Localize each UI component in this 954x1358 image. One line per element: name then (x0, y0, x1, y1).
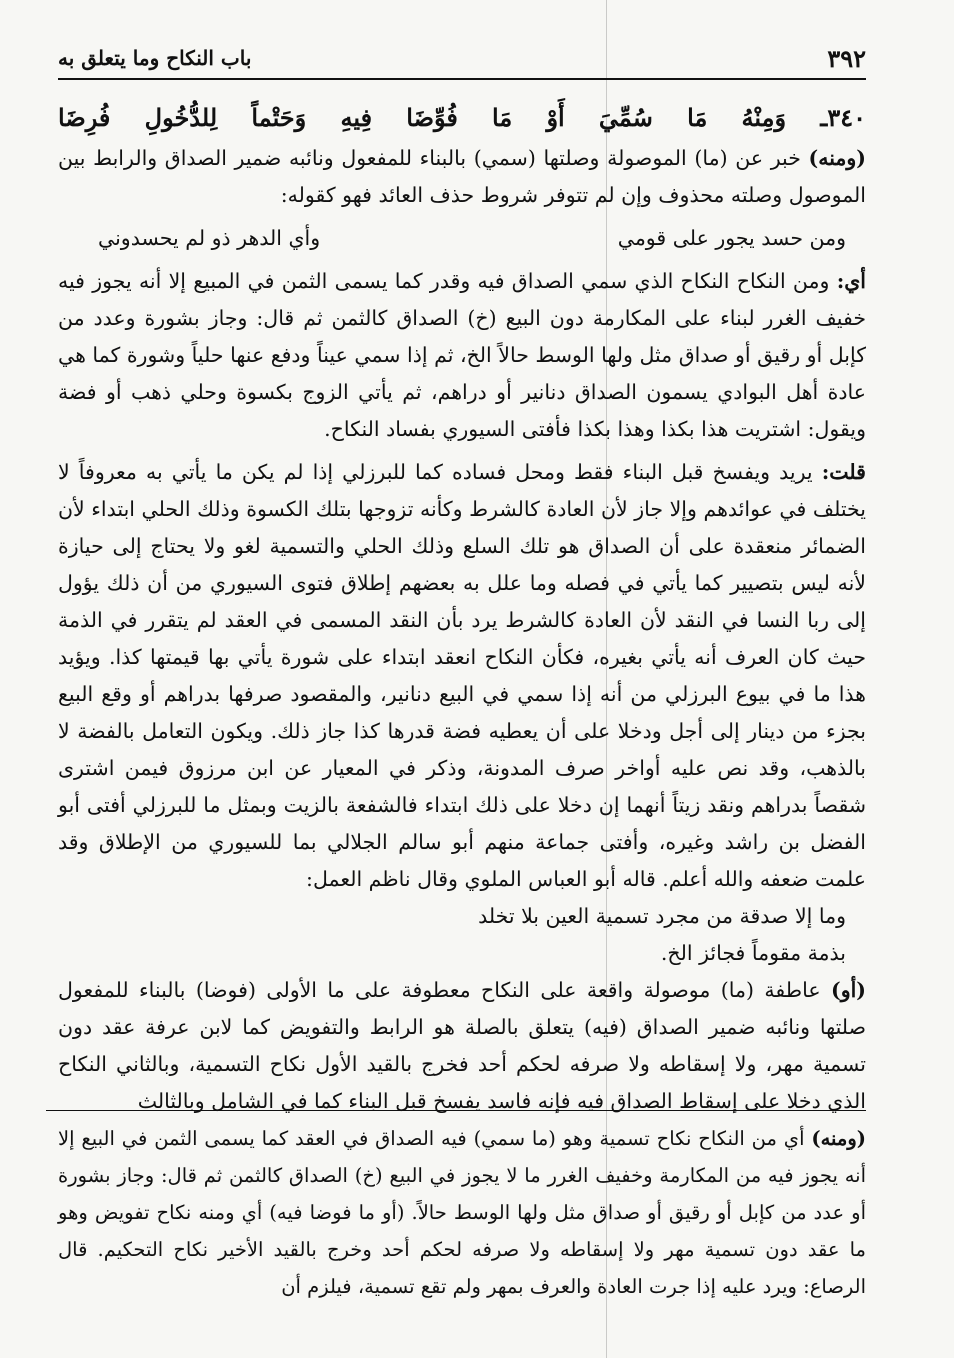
footnote-text: أي من النكاح نكاح تسمية وهو (ما سمي) فيه الصداق في العقد كما يسمى الثمن في البيع إلا أنه يجوز فيه من المكارمة وخفيف الغرر ما لا يجوز في البيع (خ) الصداق كالثمن ثم قال: وجاز بشورة أو عدد من كإبل أو رقيق أو صداق مثل ولها الوسط حالاً. (أو ما فوضا فيه) أي ومنه نكاح تفويض وهو ما عقد دون تسمية مهر ولا إسقاطه ولا صرفه لحكم أحد وخرج بالقيد الأخير نكاح التحكيم. قال الرصاع: ويرد عليه إذا جرت العادة والعرف بمهر ولم تقع تسمية، فيلزم أن (58, 1127, 866, 1298)
paragraph-lead: أي: (836, 269, 866, 293)
commentary-paragraph (58, 140, 866, 214)
chapter-title: باب النكاح وما يتعلق به (58, 46, 252, 70)
poem-second-hemistich: وأي الدهر ذو لم يحسدوني (98, 226, 321, 250)
paragraph-lead: قلت: (821, 460, 866, 484)
poem-verse (58, 220, 866, 257)
poem-continuation: بذمة مقوماً فجائز الخ. (660, 941, 846, 965)
main-text (58, 96, 866, 1120)
poem-first-hemistich: ومن حسد يجور على قومي (617, 226, 846, 250)
page-header (58, 38, 866, 80)
commentary-paragraph (58, 972, 866, 1120)
poem-verse-2: وما إلا صدقة من مجرد تسمية العين بلا تخلد (478, 904, 846, 928)
verse-line: ٣٤٠ـ وَمِنْهُ مَا سُمِّيَ أَوْ مَا فُوِّضَا فِيهِ وَحَتْماً لِلدُّخُولِ فُرِضَا (58, 103, 866, 132)
paragraph-text: ومن النكاح النكاح الذي سمي الصداق فيه وقدر كما يسمى الثمن في المبيع إلا أنه يجوز فيه خفيف الغرر لبناء على المكارمة دون البيع (خ) الصداق كالثمن ثم قال: وجاز بشورة وعدد من كإبل أو رقيق أو صداق مثل ولها الوسط حالاً الخ، ثم إذا سمي عيناً ودفع عنها حلياً وشورة كما هي عادة أهل البوادي يسمون الصداق دنانير أو دراهم، ثم يأتي الزوج بكسوة وحلي ذهب أو فضة ويقول: اشتريت هذا بكذا وهذا بكذا فأفتى السيوري بفساد النكاح. (58, 269, 866, 441)
paragraph-lead: (ومنه) (808, 146, 866, 170)
footnote-divider (46, 1110, 866, 1111)
footnote-lead: (ومنه) (811, 1127, 866, 1150)
paragraph-text: عاطفة (ما) موصولة واقعة على النكاح معطوفة على ما الأولى (فوضا) بالبناء للمفعول صلتها ونائبه ضمير الصداق (فيه) يتعلق بالصلة هو الرابط والتفويض كما لابن عرفة عقد دون تسمية مهر، ولا إسقاطه ولا صرفه لحكم أحد فخرج بالقيد الأول نكاح التسمية، وبالثاني النكاح الذي دخلا على إسقاط الصداق فيه فإنه فاسد يفسخ قبل البناء كما في الشامل وبالثالث (58, 978, 866, 1113)
page-number: ٣٩٢ (827, 43, 866, 73)
paragraph-text: يريد ويفسخ قبل البناء فقط ومحل فساده كما للبرزلي إذا لم يكن ما يأتي به معروفاً لا يختلف في عوائدهم وإلا جاز لأن العادة كالشرط وكأنه تزوجها بتلك الكسوة وذلك الحلي ابتداء لأن الضمائر منعقدة على أن الصداق هو تلك السلع وذلك الحلي والتسمية لغو ولا يحتاج إلى حيازة لأنه ليس بتصيير كما يأتي في فصله وما علل به بعضهم إطلاق فتوى السيوري من أن ذلك يؤول إلى ربا النسا في النقد لأن العادة كالشرط يرد بأن النقد المسمى في العقد لم يتقرر في الذمة حيث كان العرف أنه يأتي بغيره، فكأن النكاح انعقد ابتداء على شورة يأتي بها قيمتها كذا. ويؤيد هذا ما في بيوع البرزلي من أنه إذا سمي في البيع دنانير، والمقصود صرفها بدراهم أو وقع البيع بجزء من دينار إلى أجل ودخلا على أن يعطيه فضة قدرها كذا جاز ذلك. ويكون التعامل بالفضة لا بالذهب، وقد نص عليه أواخر صرف المدونة، وذكر في المعيار عن ابن مرزوق فيمن اشترى شقصاً بدراهم ونقد زيتاً أنهما إن دخلا على ذلك ابتداء فالشفعة بالزيت وبمثل ما للبرزلي أفتى أبو الفضل بن راشد وغيره، وأفتى جماعة منهم أبو سالم الجلالي بما للسيوري من الإطلاق وقد علمت ضعفه والله أعلم. قاله أبو العباس الملوي وقال ناظم العمل: (58, 460, 866, 891)
commentary-paragraph (58, 454, 866, 898)
footnote (58, 1120, 866, 1305)
commentary-paragraph (58, 263, 866, 448)
paragraph-lead: (أو) (831, 978, 866, 1002)
paragraph-text: خبر عن (ما) الموصولة وصلتها (سمي) بالبناء للمفعول ونائبه ضمير الصداق والرابط بين الموصول وصلته محذوف وإن لم تتوفر شروط حذف العائد فهو كقوله: (58, 146, 866, 207)
